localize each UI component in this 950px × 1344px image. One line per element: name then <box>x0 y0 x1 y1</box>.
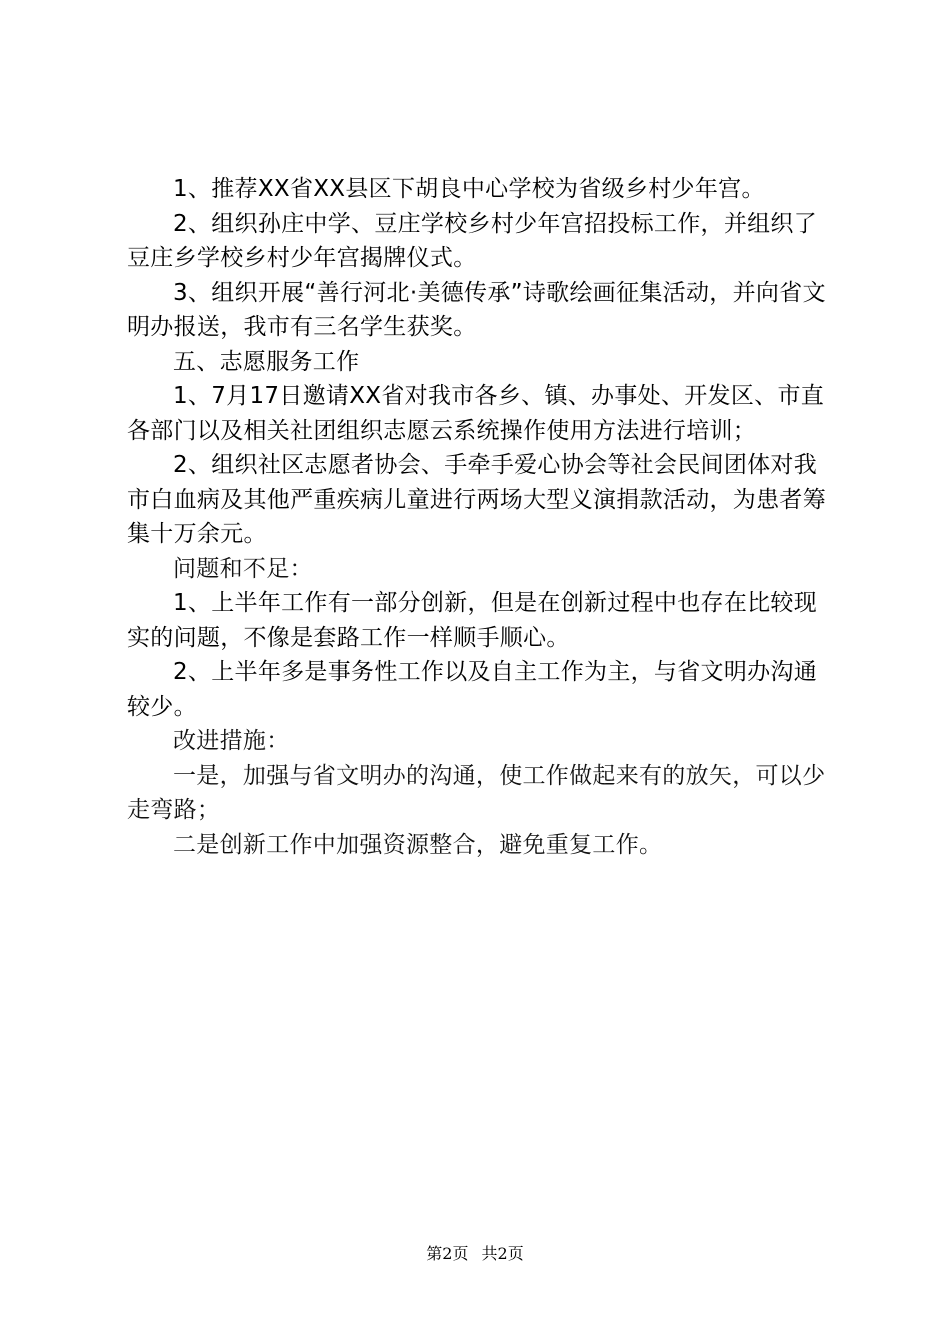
section-heading-improvements: 改进措施： <box>173 728 290 754</box>
paragraph-item-1: 1、推荐XX省XX县区下胡良中心学校为省级乡村少年宫。 <box>173 176 765 202</box>
section-heading-problems: 问题和不足： <box>173 555 313 582</box>
paragraph-volunteer-2: 2、组织社区志愿者协会、手牵手爱心协会等社会民间团体对我市白血病及其他严重疾病儿童进行两场大型义演捐款活动，为患者筹集十万余元。 <box>127 452 826 547</box>
page-number: 第2页 <box>426 1244 469 1263</box>
paragraph-problem-1: 1、上半年工作有一部分创新，但是在创新过程中也存在比较现实的问题，不像是套路工作一样顺手顺心。 <box>127 590 818 651</box>
section-heading-volunteer: 五、志愿服务工作 <box>173 348 360 375</box>
page-total: 共2页 <box>481 1244 524 1263</box>
page-footer <box>0 1244 950 1264</box>
paragraph-volunteer-1: 1、7月17日邀请XX省对我市各乡、镇、办事处、开发区、市直各部门以及相关社团组织志愿云系统操作使用方法进行培训； <box>127 383 825 444</box>
document-body <box>127 172 837 862</box>
paragraph-item-3: 3、组织开展“善行河北·美德传承”诗歌绘画征集活动，并向省文明办报送，我市有三名学生获奖。 <box>127 279 826 340</box>
paragraph-item-2: 2、组织孙庄中学、豆庄学校乡村少年宫招投标工作，并组织了豆庄乡学校乡村少年宫揭牌仪式。 <box>127 210 818 271</box>
paragraph-improvement-1: 一是，加强与省文明办的沟通，使工作做起来有的放矢，可以少走弯路； <box>127 762 826 823</box>
paragraph-problem-2: 2、上半年多是事务性工作以及自主工作为主，与省文明办沟通较少。 <box>127 659 818 720</box>
paragraph-improvement-2: 二是创新工作中加强资源整合，避免重复工作。 <box>173 831 663 858</box>
